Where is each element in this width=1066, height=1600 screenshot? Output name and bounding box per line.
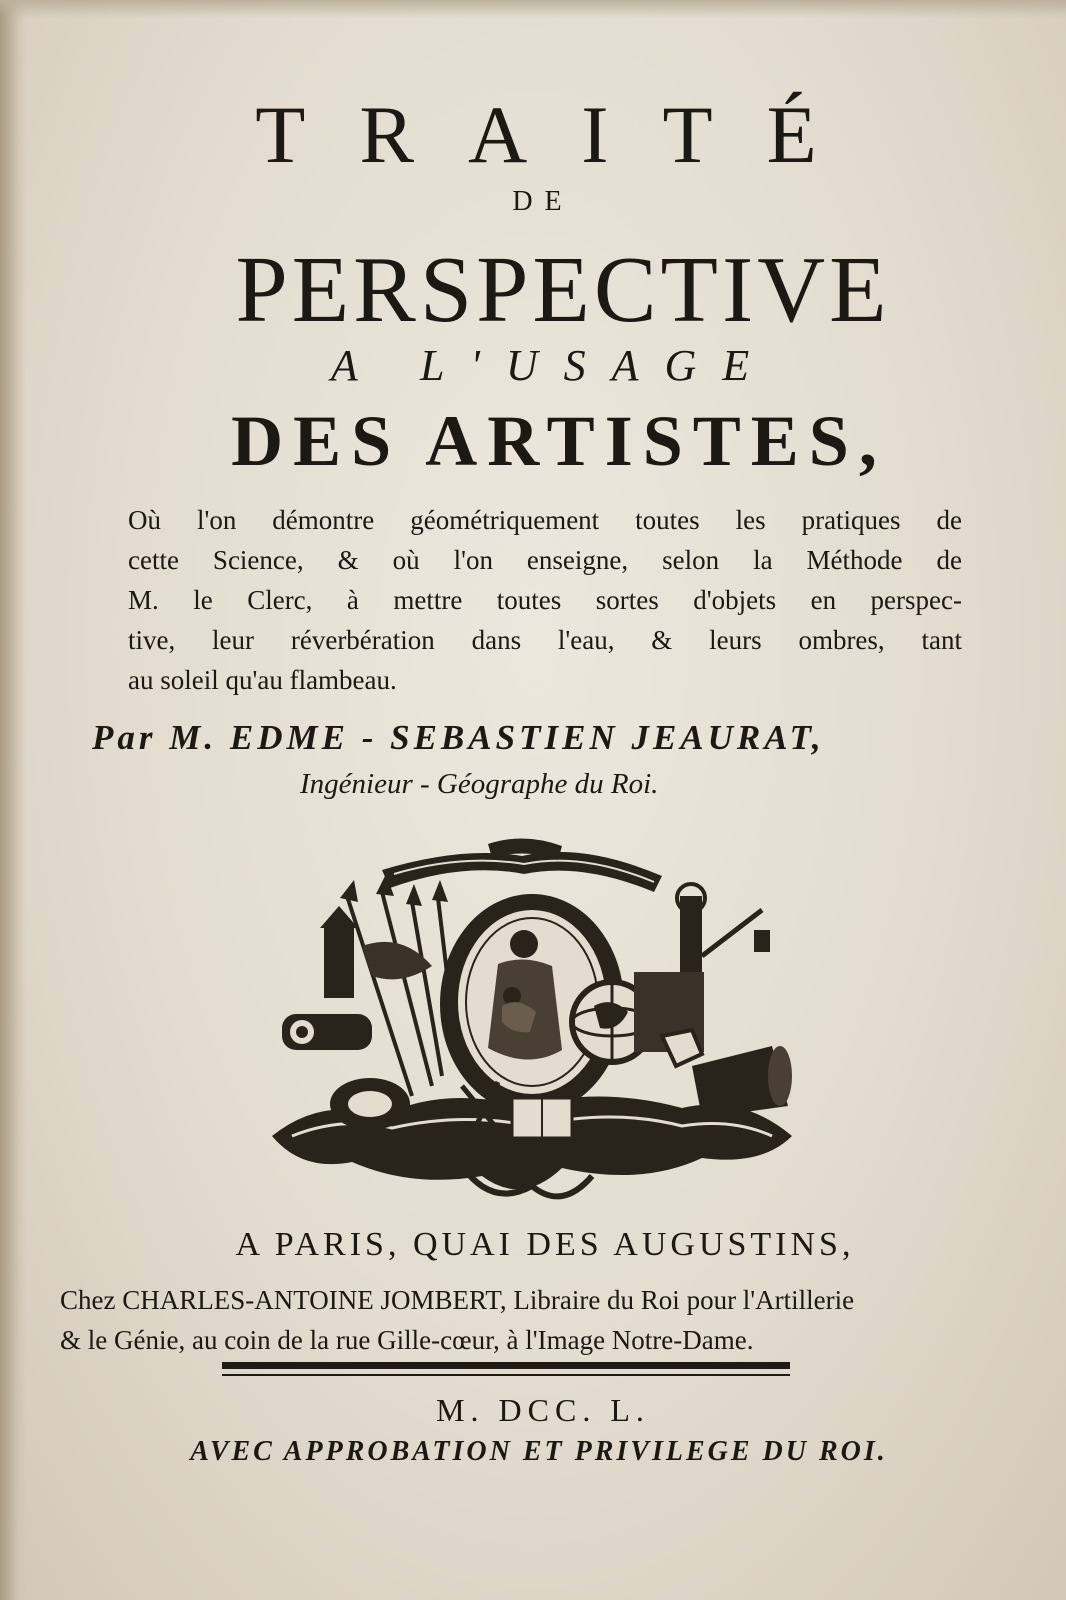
- description-line: tive, leur réverbération dans l'eau, & leurs ombres, tant: [128, 625, 962, 655]
- title-perspective: PERSPECTIVE: [235, 238, 891, 342]
- rule-thick: [222, 1362, 790, 1369]
- imprint-address: A PARIS, QUAI DES AUGUSTINS,: [235, 1226, 855, 1263]
- author-name: Par M. EDME - SEBASTIEN JEAURAT,: [92, 718, 825, 757]
- title-de: DE: [512, 186, 574, 217]
- description-paragraph: [128, 500, 962, 700]
- imprint-privilege: AVEC APPROBATION ET PRIVILEGE DU ROI.: [190, 1436, 888, 1467]
- description-line: au soleil qu'au flambeau.: [128, 665, 397, 695]
- printer-line-1: Chez CHARLES-ANTOINE JOMBERT, Libraire du Roi pour l'Artillerie: [60, 1285, 855, 1315]
- imprint-printer: [60, 1280, 960, 1360]
- printers-device-vignette: [262, 836, 802, 1216]
- description-line: cette Science, & où l'on enseigne, selon la Méthode de: [128, 545, 962, 575]
- printer-line-2: & le Génie, au coin de la rue Gille-cœur, à l'Image Notre-Dame.: [60, 1325, 754, 1355]
- page-top-shadow: [0, 0, 1066, 18]
- imprint-date: M. DCC. L.: [436, 1392, 650, 1428]
- description-line: M. le Clerc, à mettre toutes sortes d'objets en perspec-: [128, 585, 962, 615]
- title-artistes: DES ARTISTES,: [231, 401, 887, 481]
- description-line: Où l'on démontre géométriquement toutes les pratiques de: [128, 505, 962, 535]
- title-usage: A L'USAGE: [330, 341, 776, 390]
- rule-thin: [222, 1374, 790, 1376]
- title-traite: TRAITÉ: [255, 89, 871, 180]
- author-role: Ingénieur - Géographe du Roi.: [300, 768, 659, 800]
